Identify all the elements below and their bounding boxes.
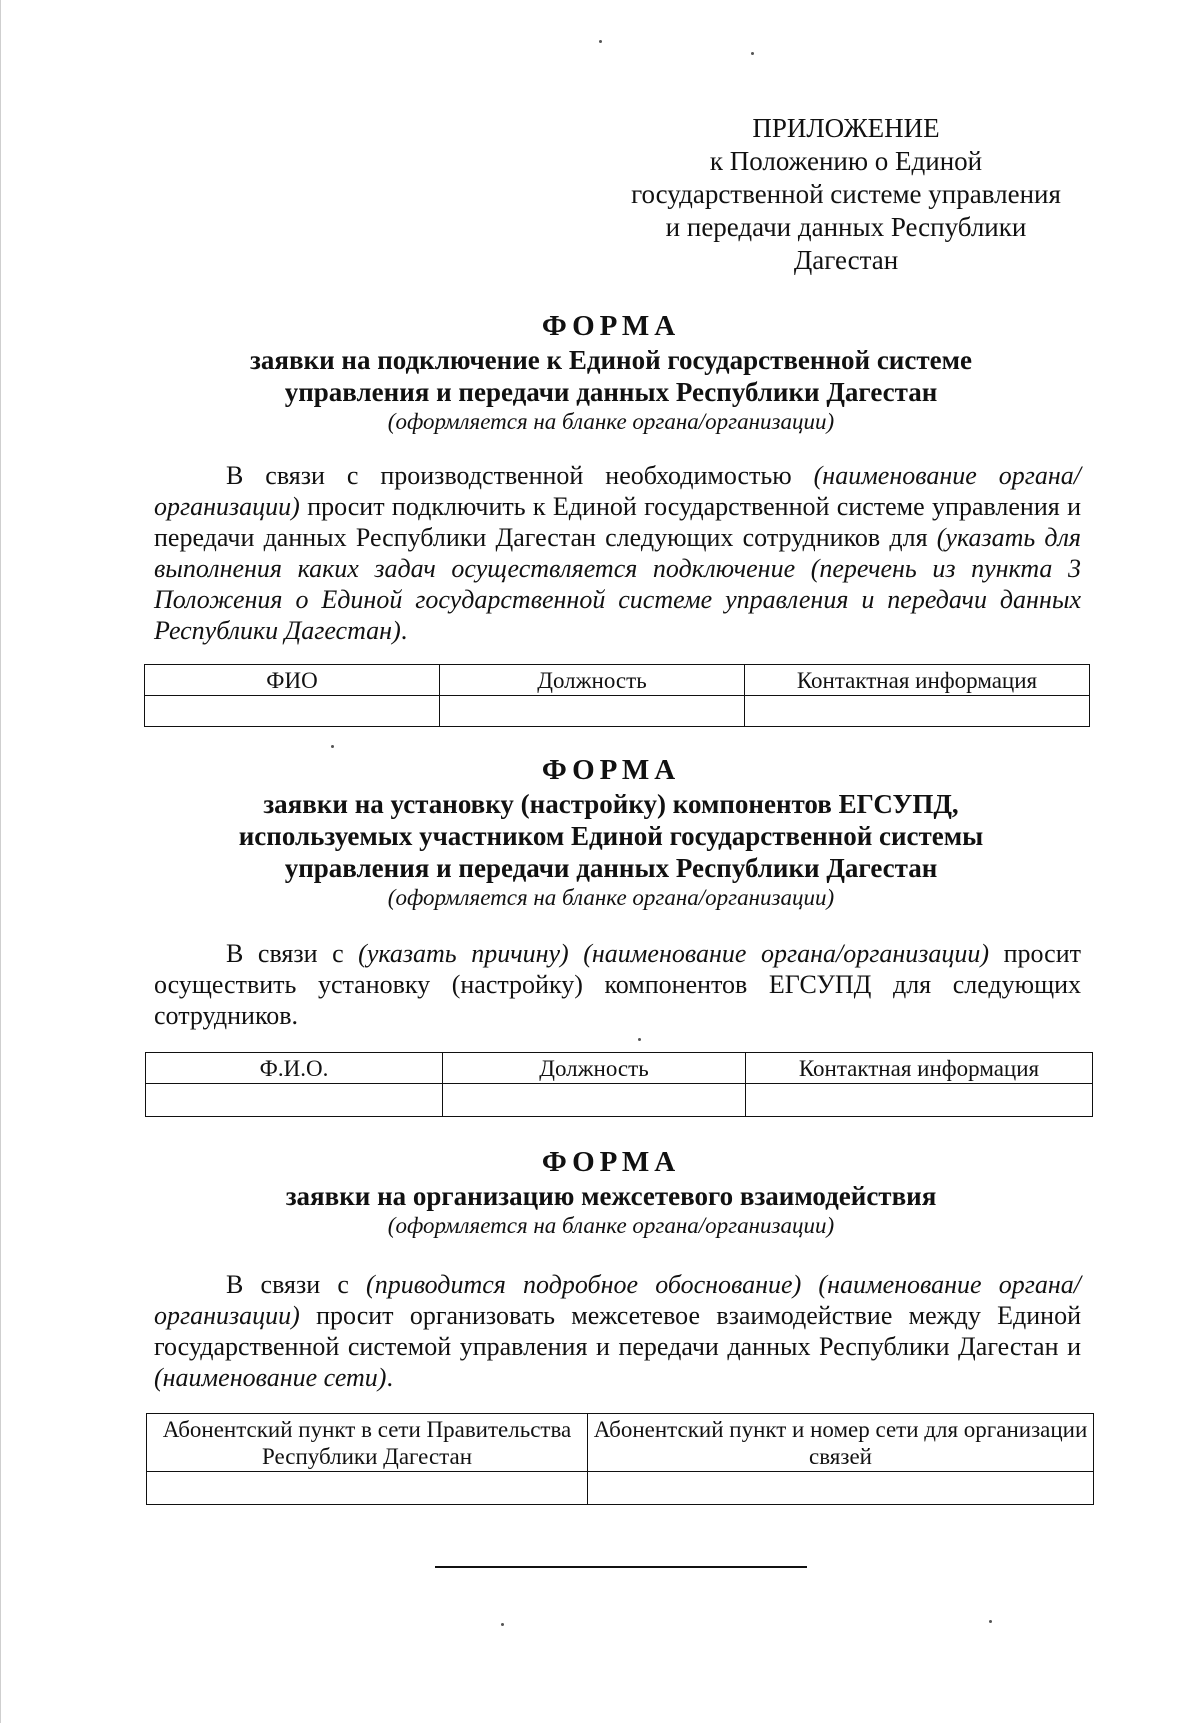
form-subtitle-line: используемых участником Единой государственной системы xyxy=(238,821,984,851)
table-empty-cell xyxy=(440,696,745,727)
paragraph-placeholder: (наименование органа/организации) xyxy=(154,461,1081,521)
table-header-cell: Должность xyxy=(440,665,745,696)
scan-speck xyxy=(501,1623,504,1626)
table-header-cell: Ф.И.О. xyxy=(146,1053,443,1084)
paragraph-text: В связи с xyxy=(226,1270,367,1299)
paragraph-text: В связи с xyxy=(226,939,359,968)
form-3-table xyxy=(146,1413,1094,1505)
paragraph-text: В связи с производственной необходимостью xyxy=(226,461,814,490)
table-header-cell: Абонентский пункт в сети Правительства Республики Дагестан xyxy=(147,1414,588,1472)
appendix-line: Дагестан xyxy=(793,245,899,275)
form-1-paragraph xyxy=(154,460,1081,646)
paragraph-placeholder: (указать для выполнения каких задач осуществляется подключение (перечень из пункта 3 Положения о Единой государственной системе управления и передачи данных Республики Дагестан) xyxy=(154,523,1081,645)
form-title: ФОРМА xyxy=(541,310,681,342)
form-subtitle-line: управления и передачи данных Республики Дагестан xyxy=(284,377,938,407)
form-2-paragraph xyxy=(154,938,1081,1031)
paragraph-text: просит подключить к Единой государственной системе управления и передачи данных Республики Дагестан следующих сотрудников для xyxy=(154,492,1081,552)
appendix-line: и передачи данных Республики xyxy=(665,212,1027,242)
form-title: ФОРМА xyxy=(541,754,681,786)
form-2-table xyxy=(145,1052,1093,1117)
table-header-cell: Должность xyxy=(443,1053,746,1084)
form-2-heading xyxy=(141,752,1081,912)
paragraph-text: . xyxy=(400,616,408,645)
table-empty-cell xyxy=(746,1084,1093,1117)
table-empty-cell xyxy=(443,1084,746,1117)
table-empty-cell xyxy=(145,696,440,727)
table-empty-cell xyxy=(745,696,1090,727)
closing-separator-line xyxy=(435,1566,807,1568)
scan-speck xyxy=(638,1038,641,1041)
table-header-cell: Контактная информация xyxy=(746,1053,1093,1084)
form-subtitle-line: управления и передачи данных Республики Дагестан xyxy=(284,853,938,883)
paragraph-text: . xyxy=(386,1363,393,1392)
paragraph-placeholder: (приводится подробное обоснование) (наименование органа/организации) xyxy=(154,1270,1081,1330)
table-empty-cell xyxy=(147,1472,588,1505)
table-empty-cell xyxy=(146,1084,443,1117)
form-3-paragraph xyxy=(154,1269,1081,1393)
form-1-table xyxy=(144,664,1090,727)
scan-speck xyxy=(989,1620,992,1623)
appendix-line: к Положению о Единой xyxy=(709,146,983,176)
form-1-heading xyxy=(141,308,1081,436)
table-header-cell: Абонентский пункт и номер сети для организации связей xyxy=(588,1414,1094,1472)
form-title: ФОРМА xyxy=(541,1146,681,1178)
form-note: (оформляется на бланке органа/организации) xyxy=(387,409,835,434)
appendix-header xyxy=(601,112,1091,277)
paragraph-text: просит осуществить установку (настройку) компонентов ЕГСУПД для следующих сотрудников. xyxy=(154,939,1081,1030)
scan-speck xyxy=(751,52,754,55)
table-empty-cell xyxy=(588,1472,1094,1505)
scan-speck xyxy=(331,745,334,748)
scan-speck xyxy=(599,40,602,43)
form-subtitle-line: заявки на подключение к Единой государственной системе xyxy=(250,345,972,375)
appendix-line: государственной системе управления xyxy=(631,179,1061,209)
form-subtitle-line: заявки на организацию межсетевого взаимодействия xyxy=(285,1181,937,1211)
form-note: (оформляется на бланке органа/организации) xyxy=(387,885,835,910)
paragraph-placeholder: (наименование сети) xyxy=(154,1363,387,1392)
form-subtitle-line: заявки на установку (настройку) компонентов ЕГСУПД, xyxy=(263,789,959,819)
appendix-title: ПРИЛОЖЕНИЕ xyxy=(752,113,940,143)
form-3-heading xyxy=(141,1144,1081,1240)
paragraph-text: просит организовать межсетевое взаимодействие между Единой государственной системой управления и передачи данных Республики Дагестан и xyxy=(154,1301,1081,1361)
table-header-cell: Контактная информация xyxy=(745,665,1090,696)
table-header-cell: ФИО xyxy=(145,665,440,696)
paragraph-placeholder: (указать причину) (наименование органа/организации) xyxy=(358,939,990,968)
form-note: (оформляется на бланке органа/организации) xyxy=(387,1213,835,1238)
